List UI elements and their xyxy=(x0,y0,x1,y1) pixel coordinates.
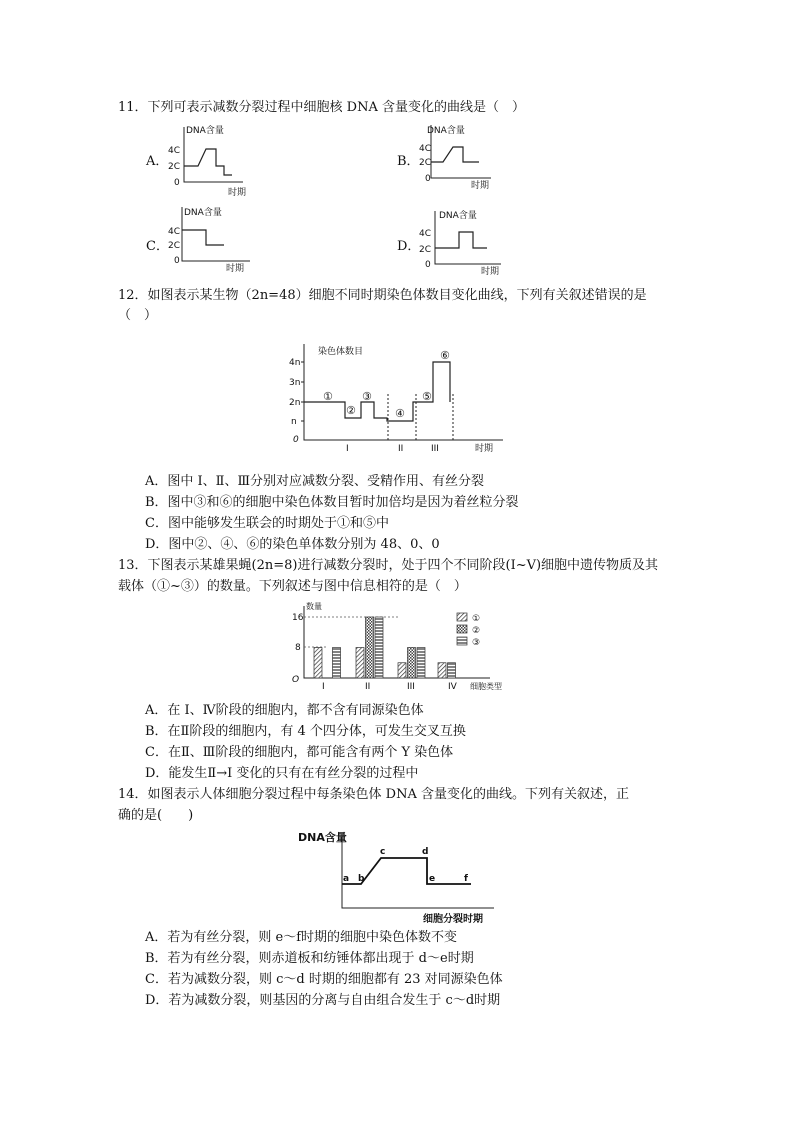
q12-marker-6: ⑥ xyxy=(440,349,450,362)
bar-III-series-3 xyxy=(417,648,425,679)
q13-option-c[interactable]: C．在Ⅱ、Ⅲ阶段的细胞内，都可能含有两个 Y 染色体 xyxy=(145,745,454,760)
q11-b-tick-4c: 4C xyxy=(419,144,432,154)
q14-option-a[interactable]: A．若为有丝分裂，则 e～f时期的细胞中染色体数不变 xyxy=(145,930,458,945)
q13-xlabel: 细胞类型 xyxy=(470,682,502,691)
q12-marker-2: ② xyxy=(346,404,356,417)
q11-a-xlabel: 时期 xyxy=(228,188,247,198)
q14-xlabel: 细胞分裂时期 xyxy=(423,914,483,925)
q11-d-tick-4c: 4C xyxy=(419,229,432,239)
q14-chart xyxy=(294,828,514,928)
q14-point-f: f xyxy=(464,874,468,884)
q11-c-tick-0: 0 xyxy=(174,256,180,266)
legend-label-3: ③ xyxy=(472,638,481,648)
legend-swatch-1 xyxy=(457,613,467,621)
q12-tick-0: 0 xyxy=(293,435,299,445)
q11-d-xlabel: 时期 xyxy=(481,267,500,277)
q11-c-tick-2c: 2C xyxy=(168,241,181,251)
q11-option-d[interactable]: D． xyxy=(397,239,421,254)
legend-label-2: ② xyxy=(472,626,481,636)
q13-stem-line1: 13．下图表示某雄果蝇(2n=8)进行减数分裂时，处于四个不同阶段(I~Ⅴ)细胞中遗传物质及其 xyxy=(118,558,659,573)
bar-II-series-3 xyxy=(375,617,383,678)
bar-II-series-2 xyxy=(366,617,374,678)
legend-swatch-3 xyxy=(457,637,467,645)
q11-d-tick-2c: 2C xyxy=(419,245,432,255)
q11-c-tick-4c: 4C xyxy=(168,227,181,237)
legend-swatch-2 xyxy=(457,625,467,633)
q11-a-tick-0: 0 xyxy=(174,178,180,188)
legend-label-1: ① xyxy=(472,614,481,624)
q12-stage-1: I xyxy=(346,444,349,454)
q12-stem-line2: （ ） xyxy=(118,308,158,323)
q13-tick-8: 8 xyxy=(295,643,301,653)
q12-tick-3n: 3n xyxy=(289,378,301,388)
q14-point-c: c xyxy=(380,847,386,857)
q12-stage-3: III xyxy=(431,444,439,454)
bar-I-series-3 xyxy=(333,648,341,679)
bar-III-series-2 xyxy=(408,648,416,679)
q13-bar-chart xyxy=(290,600,520,695)
q11-option-c[interactable]: C． xyxy=(146,239,169,254)
q12-tick-n: n xyxy=(291,417,297,427)
q13-option-b[interactable]: B．在Ⅱ阶段的细胞内，有 4 个四分体，可发生交叉互换 xyxy=(145,724,466,739)
bar-I-series-1 xyxy=(314,648,322,679)
q12-option-d[interactable]: D．图中②、④、⑥的染色单体数分别为 48、0、0 xyxy=(145,537,440,552)
q14-point-a: a xyxy=(343,874,350,884)
q11-option-a[interactable]: A． xyxy=(146,154,169,169)
bar-IV-series-3 xyxy=(448,663,456,678)
q13-cat-4: IV xyxy=(448,682,457,692)
q11-graph-d xyxy=(419,207,509,277)
q13-stem-line2: 载体（①~③）的数量。下列叙述与图中信息相符的是（ ） xyxy=(118,579,467,594)
q12-marker-3: ③ xyxy=(362,390,372,403)
q13-cat-2: II xyxy=(365,682,371,692)
q13-cat-1: I xyxy=(322,682,325,692)
q12-option-a[interactable]: A．图中 Ⅰ、Ⅱ、Ⅲ分别对应减数分裂、受精作用、有丝分裂 xyxy=(145,474,485,489)
q11-c-ylabel: DNA含量 xyxy=(184,208,222,218)
q14-point-d: d xyxy=(422,847,429,857)
q12-option-c[interactable]: C．图中能够发生联会的时期处于①和⑤中 xyxy=(145,516,389,531)
q13-cat-3: III xyxy=(407,682,415,692)
q14-point-b: b xyxy=(358,874,365,884)
q14-option-d[interactable]: D．若为减数分裂，则基因的分离与自由组合发生于 c～d时期 xyxy=(145,993,501,1008)
q12-marker-5: ⑤ xyxy=(422,390,432,403)
q12-marker-1: ① xyxy=(323,390,333,403)
q13-tick-16: 16 xyxy=(292,613,304,623)
q13-option-a[interactable]: A．在 I、Ⅳ阶段的细胞内，都不含有同源染色体 xyxy=(145,703,424,718)
q12-option-b[interactable]: B．图中③和⑥的细胞中染色体数目暂时加倍均是因为着丝粒分裂 xyxy=(145,495,519,510)
q11-b-tick-2c: 2C xyxy=(419,158,432,168)
bar-III-series-1 xyxy=(398,663,406,678)
q13-tick-o: O xyxy=(292,675,300,685)
q14-ylabel-dna: DNA含量 xyxy=(298,831,347,844)
q14-stem-line2: 确的是( ) xyxy=(118,808,194,823)
q12-xlabel: 时期 xyxy=(475,444,494,454)
q14-option-c[interactable]: C．若为减数分裂，则 c～d 时期的细胞都有 23 对同源染色体 xyxy=(145,972,503,987)
q14-point-e: e xyxy=(429,874,436,884)
q11-graph-a xyxy=(168,121,248,198)
q14-option-b[interactable]: B．若为有丝分裂，则赤道板和纺锤体都出现于 d～e时期 xyxy=(145,951,474,966)
q13-option-d[interactable]: D．能发生Ⅱ→I 变化的只有在有丝分裂的过程中 xyxy=(145,766,419,781)
q12-chart xyxy=(285,340,515,465)
q11-option-b[interactable]: B． xyxy=(397,154,420,169)
bar-IV-series-1 xyxy=(438,663,446,678)
q11-b-ylabel: DNA含量 xyxy=(427,126,465,136)
bar-II-series-1 xyxy=(356,648,364,679)
q12-marker-4: ④ xyxy=(395,407,405,420)
q11-b-xlabel: 时期 xyxy=(471,181,490,191)
q11-c-xlabel: 时期 xyxy=(226,264,245,274)
q11-graph-b xyxy=(419,121,499,191)
q11-b-tick-0: 0 xyxy=(425,174,431,184)
q11-graph-c xyxy=(168,205,258,275)
q11-d-tick-0: 0 xyxy=(425,260,431,270)
q12-stem-line1: 12．如图表示某生物（2n=48）细胞不同时期染色体数目变化曲线，下列有关叙述错误的是 xyxy=(118,288,647,303)
q13-ylabel: 数量 xyxy=(306,602,322,611)
q11-a-ylabel: DNA含量 xyxy=(186,126,224,136)
q11-a-tick-2c: 2C xyxy=(168,162,181,172)
q14-stem-line1: 14．如图表示人体细胞分裂过程中每条染色体 DNA 含量变化的曲线。下列有关叙述，正 xyxy=(118,787,629,802)
q12-tick-4n: 4n xyxy=(289,358,301,368)
q11-d-ylabel: DNA含量 xyxy=(439,211,477,221)
q12-ylabel: 染色体数目 xyxy=(318,347,364,357)
q11-stem: 11．下列可表示减数分裂过程中细胞核 DNA 含量变化的曲线是（ ） xyxy=(118,100,525,115)
q11-a-tick-4c: 4C xyxy=(168,146,181,156)
q12-tick-2n: 2n xyxy=(289,398,301,408)
q12-stage-2: II xyxy=(398,444,404,454)
